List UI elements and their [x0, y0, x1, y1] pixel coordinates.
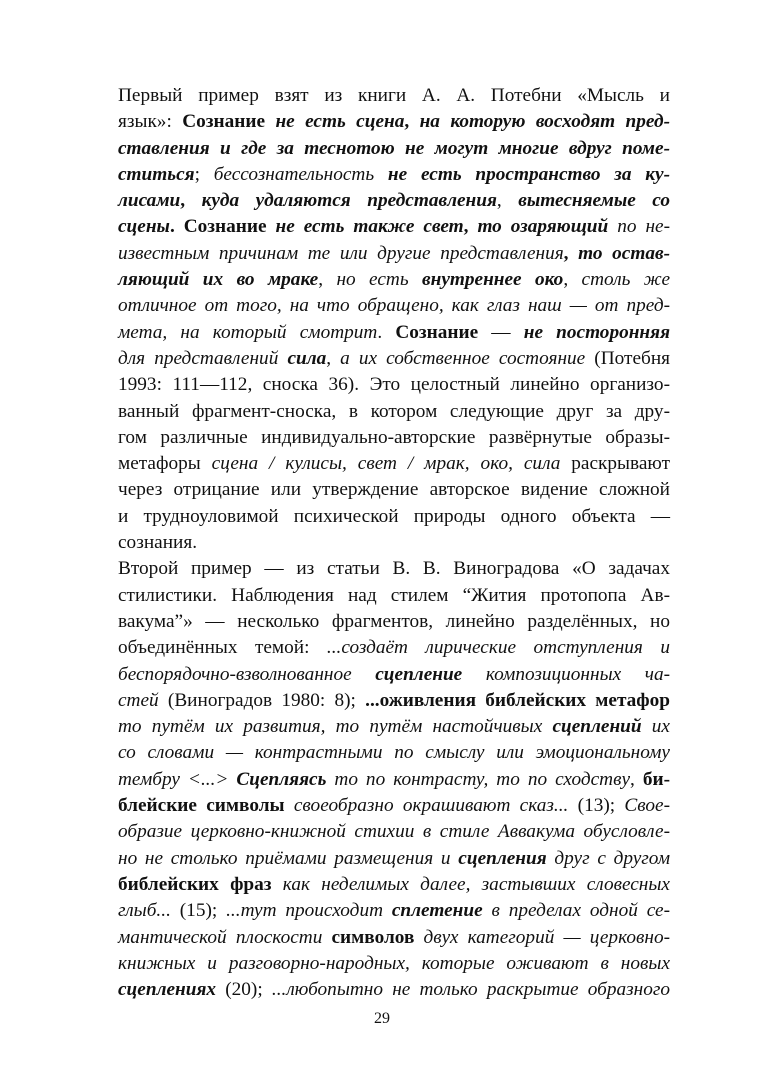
text-line: ставления и где за теснотою не могут многие вдруг поме-	[118, 137, 670, 159]
text-line: и трудноуловимой психической природы одного объекта —	[118, 505, 670, 527]
text-line: стилистики. Наблюдения над стилем “Жития протопопа Ав-	[118, 584, 670, 606]
text-line: стей (Виноградов 1980: 8); ...оживления библейских метафор	[118, 689, 671, 711]
text-line: но не столько приёмами размещения и сцепления друг с другом	[118, 847, 671, 869]
text-line: блейские символы своеобразно окрашивают сказ... (13); Свое-	[118, 795, 671, 817]
text-line: сознания.	[118, 532, 198, 554]
text-line: глыб... (15); ...тут происходит сплетение в пределах одной се-	[118, 900, 670, 922]
text-line: ляющий их во мраке, но есть внутреннее око, столь же	[118, 269, 671, 291]
text-line: вакума”» — несколько фрагментов, линейно разделённых, но	[118, 610, 670, 632]
text-line: Второй пример — из статьи В. В. Виноградова «О задачах	[118, 558, 670, 580]
paragraph-2	[100, 556, 670, 1003]
text-line: ститься; бессознательность не есть пространство за ку-	[118, 163, 670, 185]
text-line: для представлений сила, а их собственное состояние (Потебня	[118, 347, 671, 369]
text-line: библейских фраз как неделимых далее, застывших словесных	[118, 873, 670, 895]
text-line: книжных и разговорно-народных, которые оживают в новых	[118, 952, 670, 974]
text-line: через отрицание или утверждение авторское видение сложной	[118, 479, 670, 501]
text-line: 1993: 111—112, сноска 36). Это целостный линейно организо-	[118, 374, 670, 396]
text-line: метафоры сцена / кулисы, свет / мрак, око, сила раскрывают	[118, 453, 670, 475]
text-line: объединённых темой: ...создаёт лирические отступления и	[118, 637, 670, 659]
text-line: мета, на который смотрит. Сознание — не посторонняя	[118, 321, 671, 343]
text-line: известным причинам те или другие представления, то остав-	[118, 242, 671, 264]
text-line: Первый пример взят из книги А. А. Потебни «Мысль и	[118, 85, 670, 106]
text-line: беспорядочно-взволнованное сцепление композиционных ча-	[118, 663, 671, 685]
text-line: образие церковно-книжной стихии в стиле Аввакума обусловле-	[118, 821, 670, 843]
text-line: отличное от того, на что обращено, как глаз наш — от пред-	[118, 295, 670, 317]
text-line: то путём их развития, то путём настойчивых сцеплений их	[118, 716, 670, 738]
text-line: лисами, куда удаляются представления, вытесняемые со	[118, 190, 671, 212]
paragraph-1	[100, 83, 670, 556]
text-line: сцеплениях (20); ...любопытно не только раскрытие образного	[118, 979, 671, 1001]
text-line: гом различные индивидуально-авторские развёрнутые образы-	[118, 426, 670, 448]
body-text	[100, 83, 670, 1003]
text-line: со словами — контрастными по смыслу или эмоциональному	[118, 742, 670, 764]
text-line: тембру <...> Сцепляясь то по контрасту, то по сходству, би-	[118, 768, 671, 790]
text-line: сцены. Сознание не есть также свет, то озаряющий по не-	[118, 216, 670, 238]
text-line: язык»: Сознание не есть сцена, на которую восходят пред-	[118, 111, 670, 133]
text-line: мантической плоскости символов двух категорий — церковно-	[118, 926, 670, 948]
text-line: ванный фрагмент-сноска, в котором следующие друг за дру-	[118, 400, 670, 422]
page-number: 29	[374, 1010, 390, 1027]
